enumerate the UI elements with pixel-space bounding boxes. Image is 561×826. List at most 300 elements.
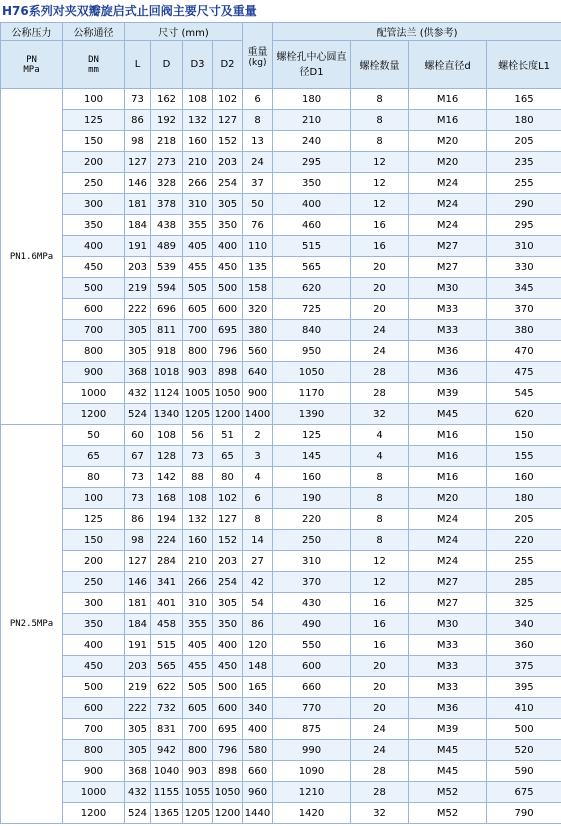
table-cell: 240: [273, 131, 351, 152]
table-cell: M33: [409, 656, 487, 677]
table-cell: 108: [183, 89, 213, 110]
table-cell: 695: [213, 719, 243, 740]
flange-header: 配管法兰 (供参考): [273, 23, 561, 41]
table-cell: 1200: [63, 404, 125, 425]
col-D2: D2: [213, 41, 243, 89]
table-cell: 146: [125, 572, 151, 593]
table-cell: 378: [151, 194, 183, 215]
table-cell: 218: [151, 131, 183, 152]
table-cell: 400: [273, 194, 351, 215]
table-cell: 560: [243, 341, 273, 362]
table-cell: 990: [273, 740, 351, 761]
table-cell: 192: [151, 110, 183, 131]
table-cell: 100: [63, 89, 125, 110]
table-cell: 219: [125, 677, 151, 698]
table-cell: 430: [273, 593, 351, 614]
table-cell: 20: [351, 257, 409, 278]
table-cell: M16: [409, 425, 487, 446]
table-cell: 432: [125, 782, 151, 803]
table-cell: 1005: [183, 383, 213, 404]
table-cell: 1365: [151, 803, 183, 824]
table-cell: 460: [273, 215, 351, 236]
table-cell: 76: [243, 215, 273, 236]
table-cell: 28: [351, 782, 409, 803]
table-cell: 12: [351, 152, 409, 173]
table-row: [1, 320, 561, 341]
table-cell: 330: [487, 257, 561, 278]
table-cell: 800: [63, 341, 125, 362]
table-cell: M16: [409, 467, 487, 488]
table-cell: 13: [243, 131, 273, 152]
table-title: H76系列对夹双瓣旋启式止回阀主要尺寸及重量: [2, 4, 257, 18]
table-cell: 375: [487, 656, 561, 677]
table-cell: 1170: [273, 383, 351, 404]
table-cell: M33: [409, 677, 487, 698]
table-row: [1, 803, 561, 824]
table-cell: M24: [409, 530, 487, 551]
table-cell: 500: [213, 278, 243, 299]
weight-unit: (kg): [248, 58, 267, 68]
table-cell: 181: [125, 593, 151, 614]
table-cell: 65: [213, 446, 243, 467]
dimension-table: [0, 22, 561, 824]
table-cell: 340: [487, 614, 561, 635]
table-cell: 8: [243, 110, 273, 131]
table-cell: 458: [151, 614, 183, 635]
table-cell: 203: [125, 257, 151, 278]
table-cell: 1420: [273, 803, 351, 824]
table-cell: 1440: [243, 803, 273, 824]
table-cell: 191: [125, 236, 151, 257]
table-cell: 158: [243, 278, 273, 299]
table-cell: M27: [409, 257, 487, 278]
table-cell: 200: [63, 551, 125, 572]
table-cell: 660: [243, 761, 273, 782]
table-cell: 266: [183, 173, 213, 194]
table-row: [1, 677, 561, 698]
table-cell: 65: [63, 446, 125, 467]
table-cell: 16: [351, 215, 409, 236]
table-cell: 840: [273, 320, 351, 341]
table-cell: 160: [273, 467, 351, 488]
table-cell: M36: [409, 362, 487, 383]
col-D3: D3: [183, 41, 213, 89]
table-cell: 24: [351, 719, 409, 740]
table-cell: 1124: [151, 383, 183, 404]
table-cell: 1155: [151, 782, 183, 803]
table-cell: 295: [273, 152, 351, 173]
pn-unit: MPa: [23, 64, 40, 75]
table-cell: 1050: [213, 383, 243, 404]
table-cell: 605: [183, 698, 213, 719]
col-D: D: [151, 41, 183, 89]
table-cell: 401: [151, 593, 183, 614]
table-cell: 24: [351, 740, 409, 761]
table-cell: 590: [487, 761, 561, 782]
table-cell: 368: [125, 761, 151, 782]
table-cell: 2: [243, 425, 273, 446]
table-cell: 250: [63, 572, 125, 593]
table-cell: 565: [151, 656, 183, 677]
table-cell: 273: [151, 152, 183, 173]
table-cell: 1055: [183, 782, 213, 803]
table-cell: 4: [243, 467, 273, 488]
table-row: [1, 551, 561, 572]
table-cell: M33: [409, 299, 487, 320]
table-cell: 450: [213, 656, 243, 677]
table-cell: 1205: [183, 404, 213, 425]
table-cell: 160: [183, 131, 213, 152]
table-cell: 360: [487, 635, 561, 656]
table-cell: 432: [125, 383, 151, 404]
table-cell: 8: [351, 110, 409, 131]
table-cell: 24: [243, 152, 273, 173]
table-cell: M20: [409, 488, 487, 509]
table-row: [1, 530, 561, 551]
table-cell: 42: [243, 572, 273, 593]
table-cell: 355: [183, 215, 213, 236]
table-header: [1, 23, 561, 89]
table-cell: 32: [351, 404, 409, 425]
table-cell: 450: [63, 257, 125, 278]
table-cell: 200: [63, 152, 125, 173]
table-cell: 1050: [273, 362, 351, 383]
table-cell: 605: [183, 299, 213, 320]
table-cell: 20: [351, 677, 409, 698]
table-cell: M24: [409, 509, 487, 530]
table-cell: 132: [183, 509, 213, 530]
table-cell: 800: [183, 740, 213, 761]
table-cell: 400: [213, 236, 243, 257]
table-cell: 220: [273, 509, 351, 530]
table-cell: 900: [63, 362, 125, 383]
table-cell: 295: [487, 215, 561, 236]
table-cell: 355: [183, 614, 213, 635]
table-cell: 918: [151, 341, 183, 362]
table-cell: 450: [213, 257, 243, 278]
table-cell: 305: [213, 593, 243, 614]
col-bolt-count: 螺栓数量: [351, 41, 409, 89]
table-row: [1, 194, 561, 215]
table-cell: 811: [151, 320, 183, 341]
table-cell: 580: [243, 740, 273, 761]
table-cell: 20: [351, 299, 409, 320]
table-cell: 1210: [273, 782, 351, 803]
table-cell: 142: [151, 467, 183, 488]
table-cell: 1200: [213, 404, 243, 425]
table-row: [1, 110, 561, 131]
table-cell: 500: [63, 278, 125, 299]
table-cell: 98: [125, 530, 151, 551]
table-cell: 550: [273, 635, 351, 656]
table-row: [1, 614, 561, 635]
table-cell: 205: [487, 509, 561, 530]
table-cell: M16: [409, 89, 487, 110]
table-cell: 73: [125, 488, 151, 509]
table-cell: 770: [273, 698, 351, 719]
table-cell: 16: [351, 593, 409, 614]
table-cell: 395: [487, 677, 561, 698]
table-cell: 400: [243, 719, 273, 740]
table-row: [1, 173, 561, 194]
table-cell: 405: [183, 635, 213, 656]
table-cell: 831: [151, 719, 183, 740]
table-cell: 675: [487, 782, 561, 803]
table-cell: 320: [243, 299, 273, 320]
table-row: [1, 656, 561, 677]
table-cell: 341: [151, 572, 183, 593]
table-cell: 696: [151, 299, 183, 320]
table-cell: 8: [351, 530, 409, 551]
table-cell: 54: [243, 593, 273, 614]
table-cell: 524: [125, 803, 151, 824]
table-cell: 500: [213, 677, 243, 698]
table-cell: 73: [125, 89, 151, 110]
table-cell: 14: [243, 530, 273, 551]
table-cell: 500: [487, 719, 561, 740]
dn-code: DN: [88, 54, 99, 65]
table-cell: 660: [273, 677, 351, 698]
table-cell: M45: [409, 404, 487, 425]
table-cell: 310: [273, 551, 351, 572]
table-cell: 350: [213, 614, 243, 635]
table-cell: 4: [351, 425, 409, 446]
table-cell: 28: [351, 383, 409, 404]
table-cell: 600: [63, 299, 125, 320]
pn-code: PN: [26, 54, 37, 65]
table-cell: 250: [273, 530, 351, 551]
table-cell: 515: [273, 236, 351, 257]
table-cell: 102: [213, 488, 243, 509]
table-cell: 310: [183, 593, 213, 614]
table-cell: 255: [487, 173, 561, 194]
table-cell: 305: [213, 194, 243, 215]
table-row: [1, 404, 561, 425]
table-cell: 180: [487, 488, 561, 509]
table-cell: 24: [351, 341, 409, 362]
table-cell: 181: [125, 194, 151, 215]
table-cell: 184: [125, 215, 151, 236]
table-cell: 51: [213, 425, 243, 446]
table-row: [1, 761, 561, 782]
table-cell: 732: [151, 698, 183, 719]
table-cell: 222: [125, 698, 151, 719]
table-cell: 8: [351, 131, 409, 152]
col-bolt-circle: 螺栓孔中心圆直径D1: [273, 41, 351, 89]
table-row: [1, 299, 561, 320]
table-cell: 700: [183, 719, 213, 740]
table-cell: 203: [125, 656, 151, 677]
table-cell: 168: [151, 488, 183, 509]
table-cell: M16: [409, 446, 487, 467]
table-cell: 400: [213, 635, 243, 656]
table-cell: 290: [487, 194, 561, 215]
table-cell: M39: [409, 383, 487, 404]
table-cell: 305: [125, 719, 151, 740]
table-cell: 505: [183, 677, 213, 698]
table-cell: 600: [63, 698, 125, 719]
table-cell: 600: [213, 698, 243, 719]
table-row: [1, 383, 561, 404]
table-row: [1, 488, 561, 509]
table-cell: 500: [63, 677, 125, 698]
table-cell: M16: [409, 110, 487, 131]
table-cell: 285: [487, 572, 561, 593]
table-cell: 28: [351, 362, 409, 383]
table-cell: 350: [63, 215, 125, 236]
table-row: [1, 782, 561, 803]
table-cell: 455: [183, 656, 213, 677]
table-cell: 800: [63, 740, 125, 761]
table-cell: 16: [351, 614, 409, 635]
table-cell: 4: [351, 446, 409, 467]
table-row: [1, 635, 561, 656]
table-cell: 125: [63, 509, 125, 530]
table-cell: 340: [243, 698, 273, 719]
table-cell: 150: [63, 530, 125, 551]
table-cell: 266: [183, 572, 213, 593]
table-cell: M20: [409, 152, 487, 173]
table-cell: M45: [409, 740, 487, 761]
table-cell: 620: [487, 404, 561, 425]
table-cell: 622: [151, 677, 183, 698]
table-cell: 56: [183, 425, 213, 446]
table-cell: M33: [409, 635, 487, 656]
table-cell: 32: [351, 803, 409, 824]
table-cell: 1200: [63, 803, 125, 824]
dn-unit: mm: [88, 64, 99, 75]
table-cell: 3: [243, 446, 273, 467]
table-cell: 6: [243, 89, 273, 110]
table-cell: M27: [409, 593, 487, 614]
table-row: [1, 698, 561, 719]
table-cell: 942: [151, 740, 183, 761]
table-row: [1, 362, 561, 383]
table-cell: 700: [63, 719, 125, 740]
table-cell: 1050: [213, 782, 243, 803]
table-cell: 1018: [151, 362, 183, 383]
table-row: [1, 740, 561, 761]
table-cell: 86: [243, 614, 273, 635]
table-cell: 194: [151, 509, 183, 530]
table-cell: 125: [63, 110, 125, 131]
pn-code-cell: [1, 41, 63, 89]
table-cell: M33: [409, 320, 487, 341]
table-cell: 565: [273, 257, 351, 278]
weight-label: 重量: [247, 47, 268, 58]
table-cell: 86: [125, 509, 151, 530]
table-cell: 255: [487, 551, 561, 572]
table-cell: 190: [273, 488, 351, 509]
table-cell: 219: [125, 278, 151, 299]
table-cell: 1000: [63, 782, 125, 803]
table-cell: M52: [409, 782, 487, 803]
table-cell: 490: [273, 614, 351, 635]
table-cell: 86: [125, 110, 151, 131]
table-cell: M52: [409, 803, 487, 824]
table-cell: 28: [351, 761, 409, 782]
table-cell: 250: [63, 173, 125, 194]
table-cell: 520: [487, 740, 561, 761]
pressure-group-label: PN1.6MPa: [1, 89, 63, 425]
table-cell: 148: [243, 656, 273, 677]
table-cell: 127: [213, 509, 243, 530]
table-cell: 8: [243, 509, 273, 530]
table-cell: 470: [487, 341, 561, 362]
table-cell: 125: [273, 425, 351, 446]
table-cell: 110: [243, 236, 273, 257]
table-cell: 790: [487, 803, 561, 824]
table-cell: 1340: [151, 404, 183, 425]
table-cell: 160: [183, 530, 213, 551]
table-cell: 1400: [243, 404, 273, 425]
table-cell: 325: [487, 593, 561, 614]
table-cell: 120: [243, 635, 273, 656]
table-row: [1, 446, 561, 467]
table-row: [1, 467, 561, 488]
table-cell: 328: [151, 173, 183, 194]
table-cell: 12: [351, 551, 409, 572]
table-row: [1, 278, 561, 299]
table-cell: 903: [183, 761, 213, 782]
pn-header: 公称压力: [1, 23, 63, 41]
table-cell: M30: [409, 278, 487, 299]
table-cell: 545: [487, 383, 561, 404]
table-cell: 515: [151, 635, 183, 656]
table-cell: 898: [213, 362, 243, 383]
table-cell: 222: [125, 299, 151, 320]
table-cell: 700: [183, 320, 213, 341]
table-cell: 108: [151, 425, 183, 446]
table-cell: 695: [213, 320, 243, 341]
table-cell: 600: [213, 299, 243, 320]
table-cell: 205: [487, 131, 561, 152]
table-cell: 8: [351, 89, 409, 110]
table-row: [1, 152, 561, 173]
table-cell: 150: [63, 131, 125, 152]
table-cell: 284: [151, 551, 183, 572]
table-cell: 450: [63, 656, 125, 677]
table-cell: 165: [243, 677, 273, 698]
table-cell: 88: [183, 467, 213, 488]
table-cell: 132: [183, 110, 213, 131]
table-cell: 160: [487, 467, 561, 488]
table-cell: 898: [213, 761, 243, 782]
table-cell: 127: [213, 110, 243, 131]
table-cell: M39: [409, 719, 487, 740]
table-cell: 16: [351, 635, 409, 656]
table-cell: 98: [125, 131, 151, 152]
table-cell: 1090: [273, 761, 351, 782]
table-cell: M20: [409, 131, 487, 152]
table-cell: 102: [213, 89, 243, 110]
table-cell: 254: [213, 572, 243, 593]
table-cell: 475: [487, 362, 561, 383]
table-cell: 400: [63, 635, 125, 656]
table-cell: 900: [243, 383, 273, 404]
table-cell: 152: [213, 530, 243, 551]
table-cell: 235: [487, 152, 561, 173]
table-cell: 180: [487, 110, 561, 131]
table-cell: 220: [487, 530, 561, 551]
table-cell: 300: [63, 194, 125, 215]
table-row: [1, 509, 561, 530]
table-row: [1, 215, 561, 236]
table-cell: M30: [409, 614, 487, 635]
table-cell: 80: [63, 467, 125, 488]
table-cell: 350: [213, 215, 243, 236]
table-cell: M27: [409, 572, 487, 593]
